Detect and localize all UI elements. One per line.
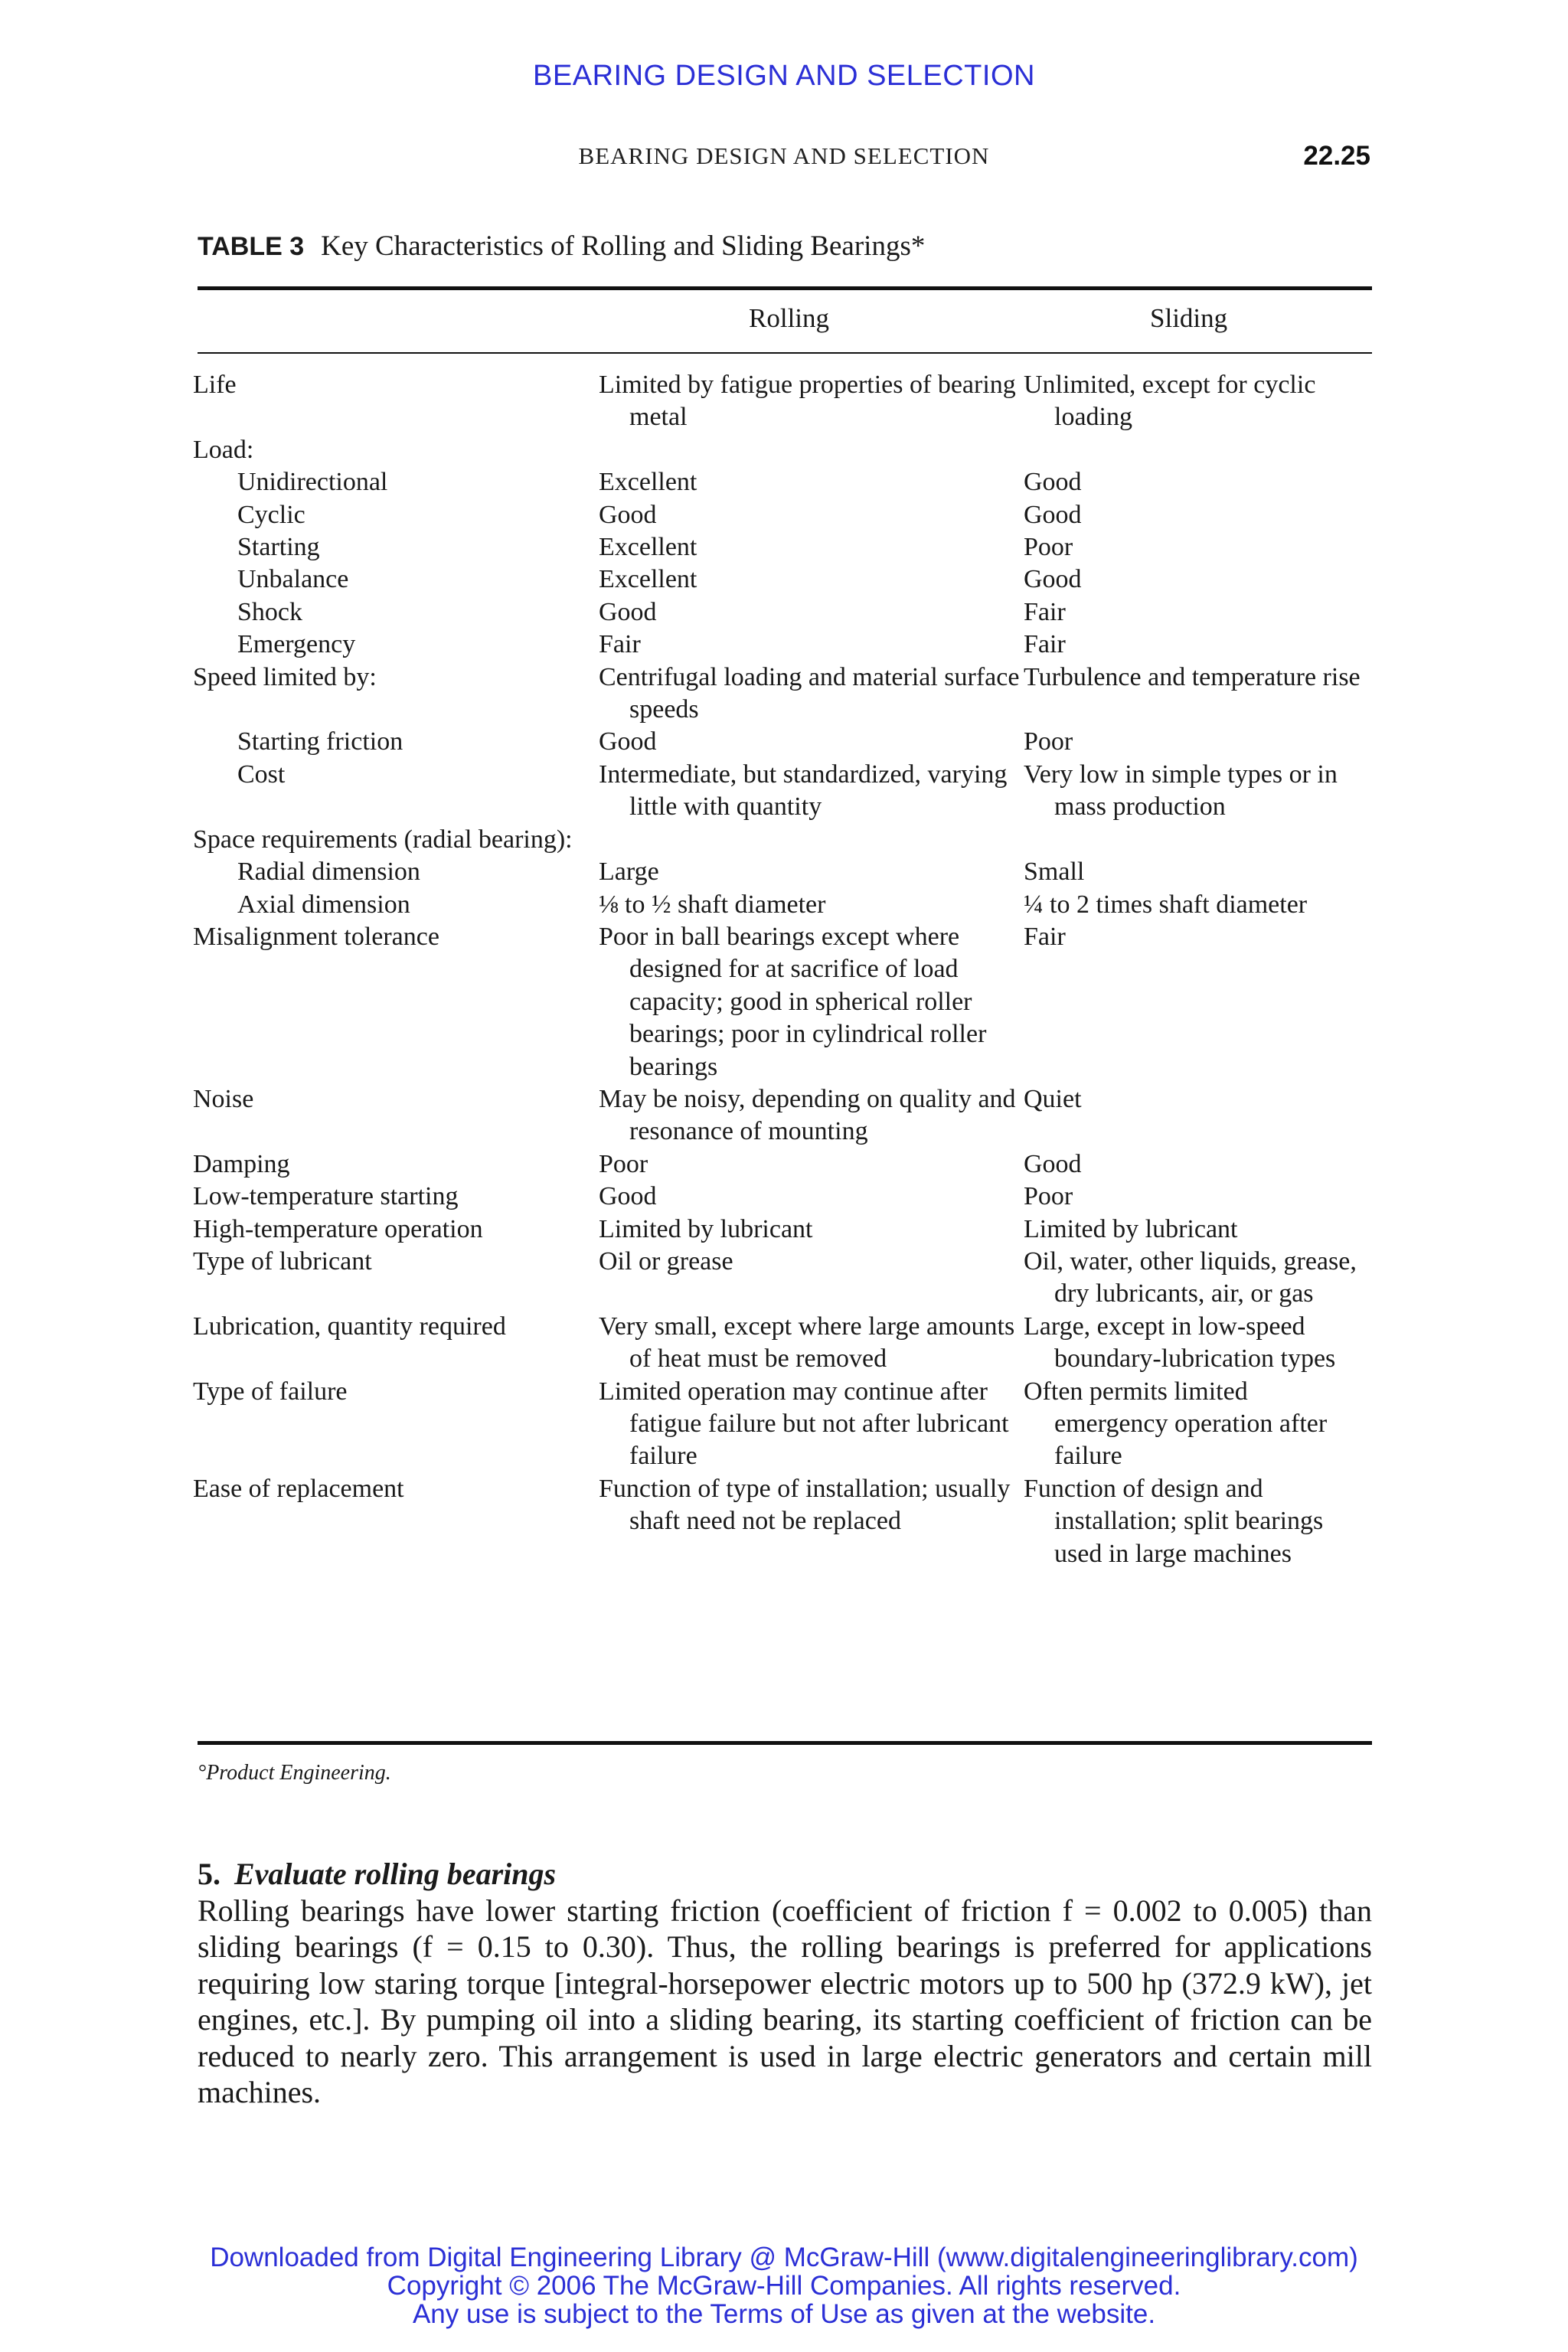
row-characteristic (193, 1214, 591, 1246)
column-header-rolling: Rolling (749, 303, 830, 333)
row-characteristic (193, 1083, 591, 1148)
row-characteristic (193, 726, 591, 758)
row-sliding (1024, 629, 1361, 661)
row-characteristic (193, 921, 591, 1083)
row-rolling (591, 531, 1024, 564)
row-sliding (1024, 1083, 1361, 1148)
table-label: TABLE 3 (198, 232, 305, 261)
row-sliding (1024, 759, 1361, 824)
row-sliding (1024, 1311, 1361, 1376)
row-characteristic (193, 1473, 591, 1570)
table-row (193, 499, 1372, 531)
row-sliding-text: Large, except in low-speed boundary-lubrication types (1024, 1312, 1336, 1374)
row-rolling-text: Good (599, 727, 657, 756)
row-sliding-text: Poor (1024, 727, 1073, 756)
row-characteristic (193, 889, 591, 921)
row-sliding (1024, 921, 1361, 1083)
row-rolling-text: Good (599, 597, 657, 626)
running-head: BEARING DESIGN AND SELECTION (578, 142, 990, 169)
row-rolling-text: Limited by lubricant (599, 1214, 813, 1243)
row-sliding-text: Quiet (1024, 1084, 1082, 1113)
table-top-rule (198, 286, 1372, 290)
row-characteristic (193, 629, 591, 661)
row-sliding-text: Fair (1024, 597, 1066, 626)
row-characteristic (193, 824, 591, 856)
row-sliding-text: ¼ to 2 times shaft diameter (1024, 890, 1308, 919)
page-number: 22.25 (1303, 141, 1370, 171)
row-rolling (591, 1181, 1024, 1213)
section-paragraph: Rolling bearings have lower starting friction (coefficient of friction f = 0.002 to 0.005) than sliding bearings (f = 0.15 to 0.30). Thus, the rolling bearings is preferred for applications requiring low staring torque [integral-horsepower electric motors up to 500 hp (372.9 kW), jet engines, etc.]. By pumping oil into a sliding bearing, its starting coefficient of friction can be reduced to nearly zero. This arrangement is used in large electric generators and certain mill machines. (198, 1893, 1372, 2109)
row-sliding (1024, 1148, 1361, 1181)
row-characteristic-text: Unidirectional (237, 468, 388, 497)
row-rolling-text: Centrifugal loading and material surface speeds (599, 662, 1020, 724)
row-characteristic-text: Axial dimension (237, 890, 410, 919)
table-row (193, 466, 1372, 498)
top-banner: BEARING DESIGN AND SELECTION (533, 60, 1035, 92)
row-characteristic-text: Damping (193, 1149, 290, 1178)
row-sliding-text: Good (1024, 500, 1082, 529)
row-sliding (1024, 1214, 1361, 1246)
row-characteristic (193, 531, 591, 564)
row-characteristic-text: Shock (237, 597, 302, 626)
table-row (193, 824, 1372, 856)
row-sliding-text: Poor (1024, 533, 1073, 562)
table-row (193, 629, 1372, 661)
row-rolling-text: Limited operation may continue after fatigue failure but not after lubricant failure (599, 1377, 1009, 1471)
section-heading (198, 1856, 1372, 1893)
row-rolling (591, 434, 1024, 466)
row-rolling (591, 1311, 1024, 1376)
table-row (193, 1311, 1372, 1376)
footnote-text: Product Engineering. (206, 1761, 391, 1785)
table-title: Key Characteristics of Rolling and Sliding Bearings* (321, 230, 926, 262)
table-row (193, 1181, 1372, 1213)
row-characteristic-text: Starting (237, 533, 320, 562)
table-row (193, 1214, 1372, 1246)
row-characteristic-text: Unbalance (237, 565, 349, 594)
row-characteristic (193, 1181, 591, 1213)
row-characteristic-text: Type of failure (193, 1377, 348, 1406)
row-rolling (591, 921, 1024, 1083)
row-sliding-text: Small (1024, 858, 1085, 887)
row-sliding (1024, 1376, 1361, 1473)
row-sliding (1024, 434, 1361, 466)
row-characteristic-text: Emergency (237, 630, 356, 659)
row-rolling (591, 629, 1024, 661)
table-row (193, 1148, 1372, 1181)
table-row (193, 1083, 1372, 1148)
row-rolling (591, 564, 1024, 596)
row-sliding-text: Fair (1024, 922, 1066, 951)
row-sliding (1024, 726, 1361, 758)
row-rolling-text: ⅛ to ½ shaft diameter (599, 890, 826, 919)
row-rolling-text: Poor (599, 1149, 648, 1178)
row-sliding (1024, 856, 1361, 888)
table-column-header (198, 303, 1372, 349)
row-sliding (1024, 499, 1361, 531)
section-title: Evaluate rolling bearings (234, 1857, 557, 1891)
table-row (193, 531, 1372, 564)
row-sliding (1024, 1473, 1361, 1570)
row-characteristic (193, 564, 591, 596)
row-characteristic-text: Load: (193, 435, 254, 464)
table-row (193, 889, 1372, 921)
section-evaluate-rolling-bearings (198, 1856, 1372, 2111)
row-rolling (591, 1214, 1024, 1246)
row-rolling-text: Large (599, 858, 659, 887)
row-rolling (591, 1473, 1024, 1570)
row-characteristic (193, 499, 591, 531)
row-rolling-text: Excellent (599, 468, 697, 497)
row-characteristic (193, 1311, 591, 1376)
row-sliding (1024, 662, 1361, 727)
row-rolling (591, 726, 1024, 758)
row-characteristic (193, 466, 591, 498)
row-rolling-text: May be noisy, depending on quality and resonance of mounting (599, 1084, 1016, 1146)
row-rolling-text: Good (599, 500, 657, 529)
section-number: 5. (198, 1857, 220, 1891)
row-sliding-text: Good (1024, 468, 1082, 497)
row-sliding (1024, 466, 1361, 498)
row-rolling (591, 499, 1024, 531)
footnote-mark: ° (198, 1761, 207, 1785)
row-sliding (1024, 531, 1361, 564)
row-rolling (591, 662, 1024, 727)
row-sliding-text: Very low in simple types or in mass production (1024, 760, 1338, 822)
row-rolling (591, 889, 1024, 921)
row-rolling-text: Limited by fatigue properties of bearing metal (599, 371, 1016, 432)
footer-line-terms: Any use is subject to the Terms of Use as given at the website. (412, 2299, 1156, 2329)
table-row (193, 921, 1372, 1083)
row-characteristic (193, 856, 591, 888)
row-characteristic-text: Space requirements (radial bearing): (193, 825, 573, 854)
row-characteristic-text: Lubrication, quantity required (193, 1312, 506, 1341)
row-rolling-text: Very small, except where large amounts of heat must be removed (599, 1312, 1015, 1374)
row-characteristic-text: Type of lubricant (193, 1246, 372, 1276)
row-rolling (591, 824, 1024, 856)
row-sliding-text: Limited by lubricant (1024, 1214, 1238, 1243)
row-sliding (1024, 369, 1361, 434)
row-characteristic-text: Low-temperature starting (193, 1182, 459, 1211)
row-rolling (591, 596, 1024, 629)
row-rolling (591, 1246, 1024, 1311)
table-row (193, 369, 1372, 434)
row-sliding-text: Fair (1024, 630, 1066, 659)
row-rolling (591, 759, 1024, 824)
row-sliding (1024, 824, 1361, 856)
row-rolling (591, 1083, 1024, 1148)
row-characteristic (193, 662, 591, 727)
table-row (193, 564, 1372, 596)
row-characteristic-text: Cost (237, 760, 286, 789)
table-row (193, 856, 1372, 888)
row-characteristic-text: Radial dimension (237, 858, 420, 887)
row-characteristic (193, 369, 591, 434)
row-characteristic-text: Noise (193, 1084, 254, 1113)
row-rolling-text: Function of type of installation; usually shaft need not be replaced (599, 1474, 1011, 1536)
row-sliding-text: Poor (1024, 1182, 1073, 1211)
row-rolling-text: Excellent (599, 533, 697, 562)
row-rolling (591, 1376, 1024, 1473)
column-header-sliding: Sliding (1150, 303, 1228, 333)
row-sliding-text: Good (1024, 565, 1082, 594)
table-row (193, 1376, 1372, 1473)
footer-line-copyright: Copyright © 2006 The McGraw-Hill Companies. All rights reserved. (387, 2271, 1181, 2301)
table-row (193, 596, 1372, 629)
table-header-rule (198, 352, 1372, 354)
row-rolling (591, 466, 1024, 498)
table-body (193, 369, 1372, 1570)
table-row (193, 759, 1372, 824)
row-sliding (1024, 596, 1361, 629)
row-characteristic-text: Cyclic (237, 500, 305, 529)
row-rolling-text: Poor in ball bearings except where designed for at sacrifice of load capacity; good in spherical roller bearings; poor in cylindrical roller bearings (599, 922, 987, 1081)
footer-line-download[interactable]: Downloaded from Digital Engineering Library @ McGraw-Hill (www.digitalengineeringlibrary.com) (210, 2243, 1358, 2272)
row-characteristic-text: Ease of replacement (193, 1474, 404, 1503)
row-rolling-text: Fair (599, 630, 641, 659)
row-characteristic-text: Starting friction (237, 727, 403, 756)
row-characteristic-text: Speed limited by: (193, 662, 377, 691)
row-rolling-text: Oil or grease (599, 1246, 733, 1276)
row-sliding-text: Turbulence and temperature rise (1024, 662, 1361, 691)
row-characteristic-text: Misalignment tolerance (193, 922, 439, 951)
table-row (193, 1473, 1372, 1570)
row-sliding (1024, 564, 1361, 596)
row-rolling (591, 856, 1024, 888)
table-caption (198, 230, 925, 263)
row-characteristic (193, 596, 591, 629)
row-sliding-text: Often permits limited emergency operation after failure (1024, 1377, 1328, 1471)
row-characteristic (193, 1376, 591, 1473)
download-footer (0, 2243, 1568, 2328)
row-sliding (1024, 889, 1361, 921)
row-sliding-text: Function of design and installation; split bearings used in large machines (1024, 1474, 1324, 1568)
row-characteristic (193, 434, 591, 466)
row-characteristic (193, 1148, 591, 1181)
table-row (193, 1246, 1372, 1311)
row-sliding-text: Good (1024, 1149, 1082, 1178)
row-sliding (1024, 1246, 1361, 1311)
row-rolling-text: Intermediate, but standardized, varying little with quantity (599, 760, 1008, 822)
row-characteristic (193, 759, 591, 824)
row-rolling (591, 369, 1024, 434)
row-rolling (591, 1148, 1024, 1181)
row-sliding (1024, 1181, 1361, 1213)
table-footnote (198, 1761, 391, 1785)
row-rolling-text: Excellent (599, 565, 697, 594)
table-row (193, 434, 1372, 466)
row-rolling-text: Good (599, 1182, 657, 1211)
table-bottom-rule (198, 1741, 1372, 1745)
row-characteristic-text: High-temperature operation (193, 1214, 483, 1243)
row-sliding-text: Unlimited, except for cyclic loading (1024, 371, 1316, 432)
table-row (193, 662, 1372, 727)
row-characteristic-text: Life (193, 371, 237, 399)
row-characteristic (193, 1246, 591, 1311)
row-sliding-text: Oil, water, other liquids, grease, dry lubricants, air, or gas (1024, 1246, 1357, 1308)
table-row (193, 726, 1372, 758)
